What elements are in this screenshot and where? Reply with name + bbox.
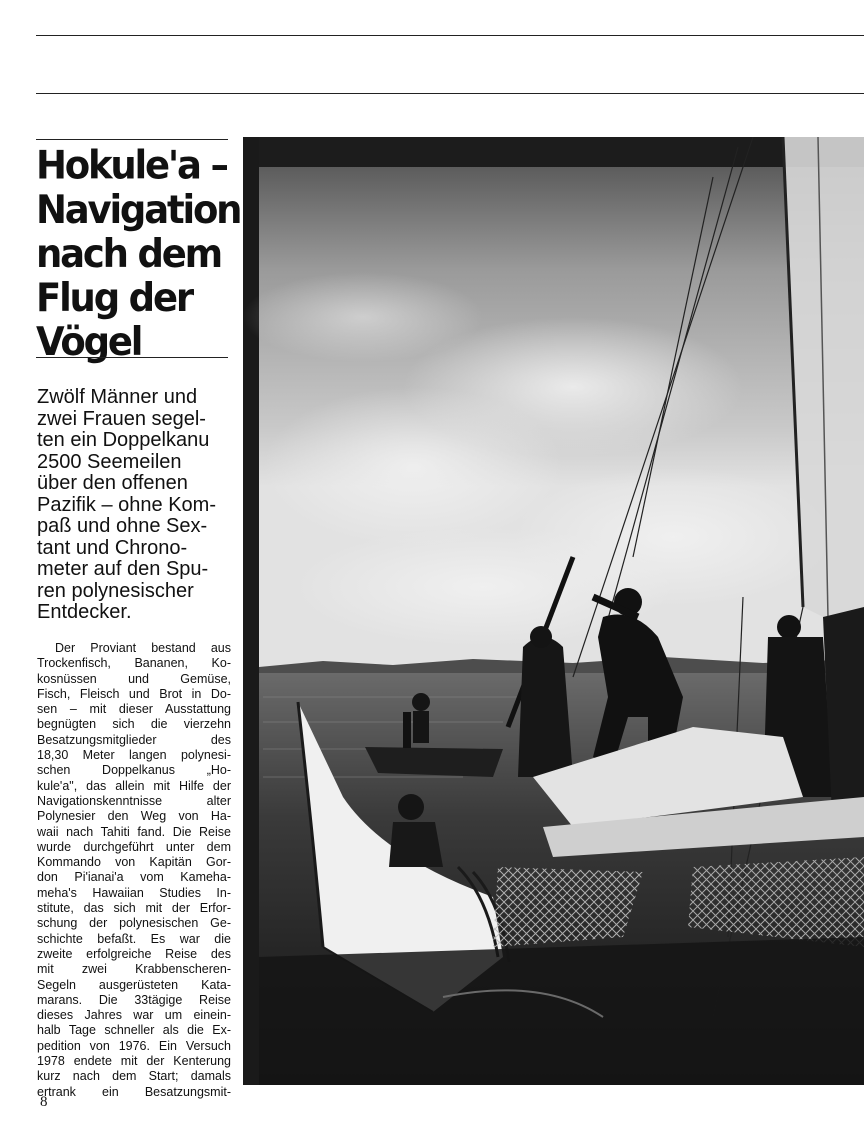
body-line: don Pi'ianai'a vom Kameha- [37, 870, 231, 885]
body-line: Polynesier den Weg von Ha- [37, 809, 231, 824]
top-rule [36, 35, 864, 36]
body-line: sen – mit dieser Ausstattung [37, 702, 231, 717]
headline-line: Vögel [36, 319, 142, 365]
body-line: Trockenfisch, Bananen, Ko- [37, 656, 231, 671]
headline-line: nach dem [36, 231, 221, 277]
headline-line: Hokule'a – [36, 142, 227, 189]
article-headline [36, 142, 241, 365]
article-lead [37, 387, 233, 624]
canoe-photo-illustration [243, 137, 864, 1085]
body-line: kule'a", das allein mit Hilfe der [37, 778, 231, 793]
canoe-photograph [243, 137, 864, 1085]
body-line: Segeln ausgerüsteten Kata- [37, 977, 231, 992]
lead-line: 2500 Seemeilen [37, 450, 182, 473]
page-number: 8 [40, 1094, 48, 1110]
body-line: marans. Die 33tägige Reise [37, 992, 231, 1007]
body-line: Kommando von Kapitän Gor- [37, 855, 231, 870]
body-line: mit zwei Krabbenscheren- [37, 962, 231, 977]
body-line: schichte befaßt. Es war die [37, 931, 231, 946]
lead-line: ren polynesischer [37, 579, 194, 602]
article-body [37, 641, 231, 1100]
headline-line: Navigation [36, 187, 241, 233]
body-line: waii nach Tahiti fand. Die Reise [37, 824, 231, 839]
lead-line: paß und ohne Sex- [37, 515, 208, 537]
lead-line: Zwölf Männer und [37, 386, 198, 408]
body-line: Der Proviant bestand aus [55, 641, 231, 655]
lead-line: tant und Chrono- [37, 536, 188, 559]
headline-bottom-rule [36, 357, 228, 358]
body-line: begnügten sich die vierzehn [37, 717, 231, 732]
headline-top-rule [36, 139, 228, 140]
body-line: 18,30 Meter langen polynesi- [37, 748, 231, 763]
body-line: Fisch, Fleisch und Brot in Do- [37, 686, 231, 701]
body-line: zweite erfolgreiche Reise des [37, 946, 231, 961]
lead-line: zwei Frauen segel- [37, 407, 206, 430]
body-line: kurz nach dem Start; damals [37, 1069, 231, 1084]
lead-line: Pazifik – ohne Kom- [37, 493, 216, 516]
body-line: schung der polynesischen Ge- [37, 916, 231, 931]
body-line: meha's Hawaiian Studies In- [37, 885, 231, 900]
body-line: dieses Jahres war um einein- [37, 1008, 231, 1023]
body-line: Navigationskenntnisse alter [37, 793, 231, 808]
body-line: ertrank ein Besatzungsmit- [37, 1084, 231, 1099]
lead-line: Entdecker. [37, 601, 132, 623]
body-line: 1978 endete mit der Kenterung [37, 1054, 231, 1069]
lead-line: meter auf den Spu- [37, 558, 209, 580]
headline-line: Flug der [36, 275, 192, 321]
body-line: Besatzungsmitglieder des [37, 732, 231, 747]
body-line: schen Doppelkanus „Ho- [37, 763, 231, 778]
lead-line: über den offenen [37, 472, 188, 494]
body-line: pedition von 1976. Ein Versuch [37, 1038, 231, 1053]
lead-line: ten ein Doppelkanu [37, 429, 210, 451]
body-line: kosnüssen und Gemüse, [37, 671, 231, 686]
body-line: stitute, das sich mit der Erfor- [37, 901, 231, 916]
body-line: halb Tage schneller als die Ex- [37, 1023, 231, 1038]
header-rule [36, 93, 864, 94]
body-line: wurde durchgeführt unter dem [37, 839, 231, 854]
